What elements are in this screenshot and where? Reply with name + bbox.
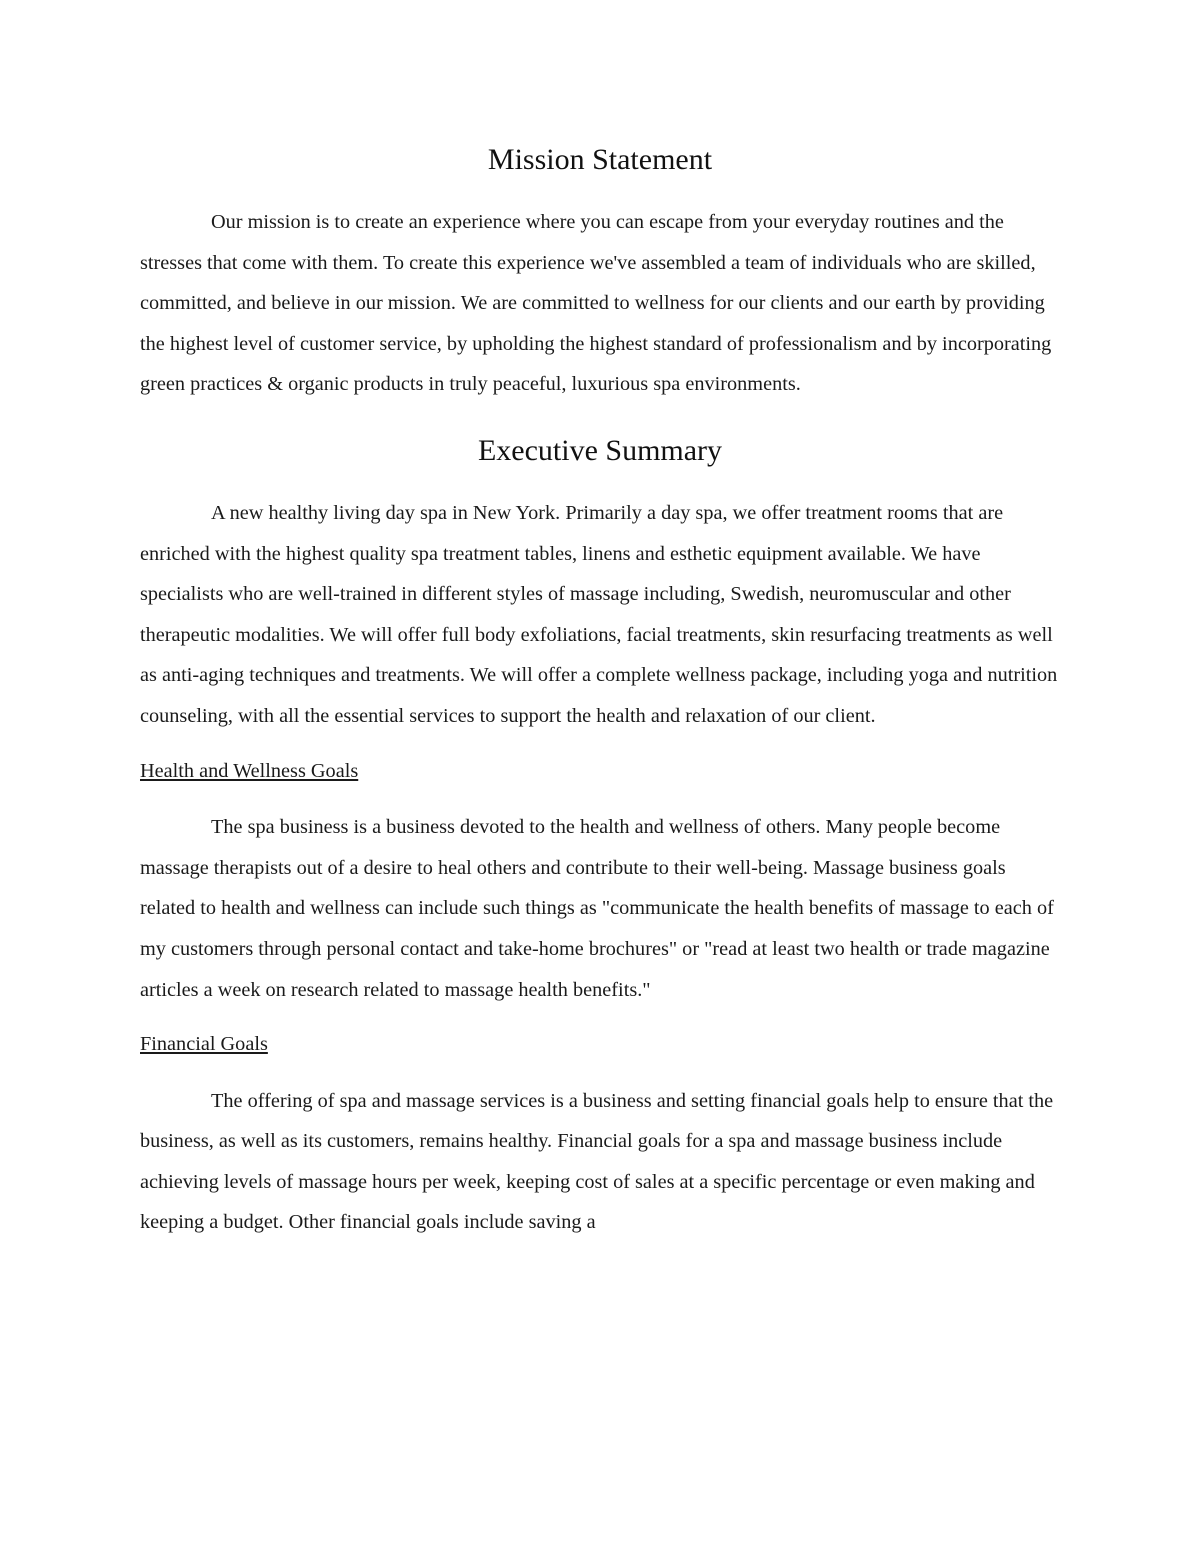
health-wellness-goals-paragraph: The spa business is a business devoted to the health and wellness of others. Many people become massage therapists out of a desire to heal others and contribute to their well-being. Massage business goals related to health and wellness can include such things as "communicate the health benefits of massage to each of my customers through personal contact and take-home brochures" or "read at least two health or trade magazine articles a week on research related to massage health benefits." [140,816,1054,1001]
health-wellness-goals-heading: Health and Wellness Goals [140,759,359,782]
financial-goals-heading: Financial Goals [140,1033,268,1056]
mission-statement-title: Mission Statement [487,143,713,176]
executive-summary-paragraph: A new healthy living day spa in New York. Primarily a day spa, we offer treatment rooms that are enriched with the highest quality spa treatment tables, linens and esthetic equipment available. We have specialists who are well-trained in different styles of massage including, Swedish, neuromuscular and other therapeutic modalities. We will offer full body exfoliations, facial treatments, skin resurfacing treatments as well as anti-aging techniques and treatments. We will offer a complete wellness package, including yoga and nutrition counseling, with all the essential services to support the health and relaxation of our client. [140,501,1058,727]
financial-goals-paragraph: The offering of spa and massage services is a business and setting financial goals help to ensure that the business, as well as its customers, remains healthy. Financial goals for a spa and massage business include achieving levels of massage hours per week, keeping cost of sales at a specific percentage or even making and keeping a budget. Other financial goals include saving a [140,1089,1054,1234]
executive-summary-title: Executive Summary [477,433,723,467]
document-page [140,138,1060,1243]
mission-statement-paragraph: Our mission is to create an experience where you can escape from your everyday routines and the stresses that come with them. To create this experience we've assembled a team of individuals who are skilled, committed, and believe in our mission. We are committed to wellness for our clients and our earth by providing the highest level of customer service, by upholding the highest standard of professionalism and by incorporating green practices & organic products in truly peaceful, luxurious spa environments. [140,211,1052,396]
